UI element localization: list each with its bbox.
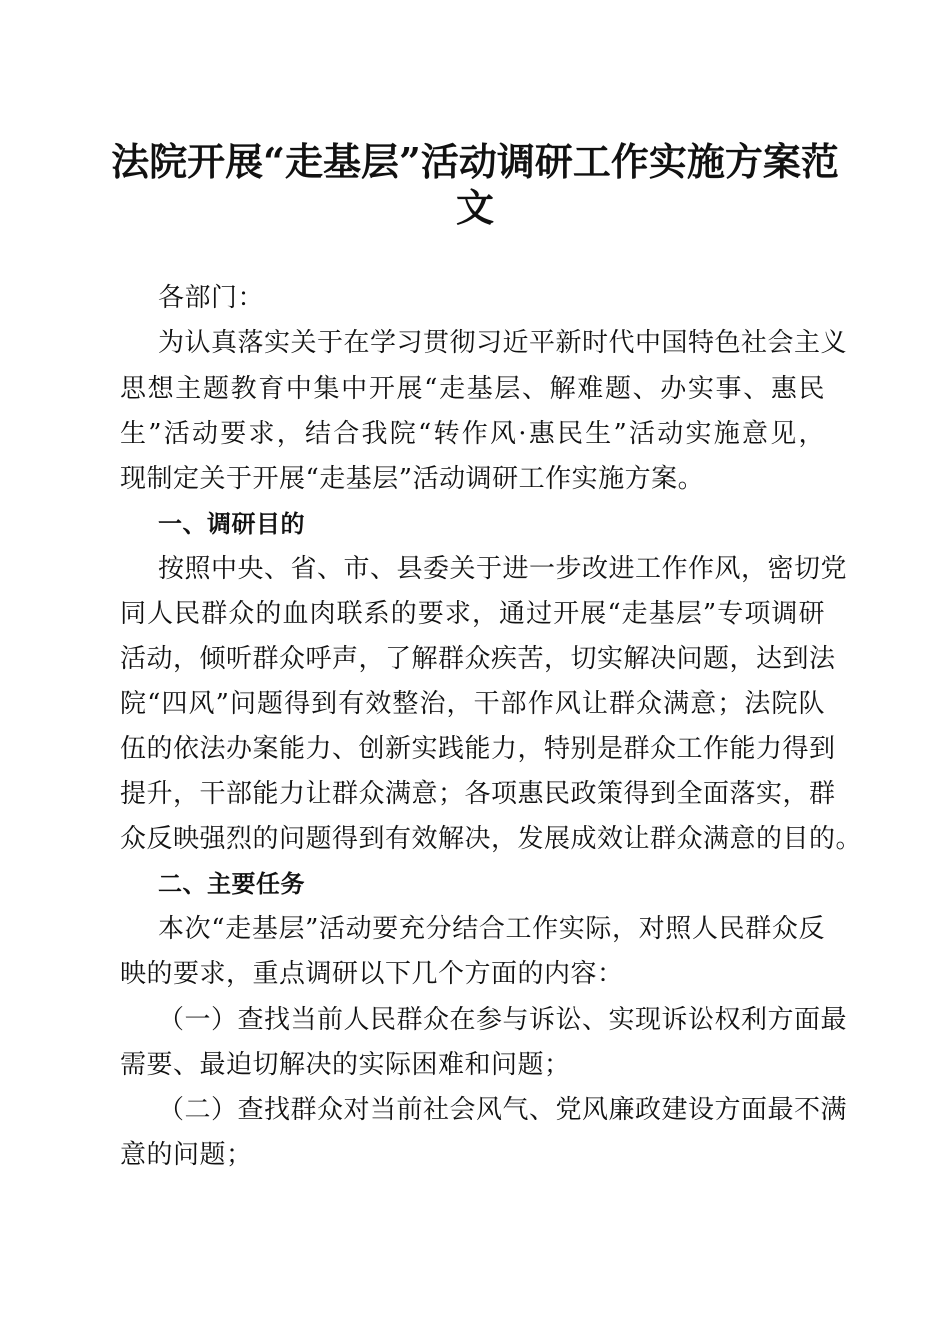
paragraph-line: 现制定关于开展“走基层”活动调研工作实施方案。 — [120, 464, 705, 494]
paragraph-line: 院“四风”问题得到有效整治，干部作风让群众满意；法院队 — [120, 689, 825, 719]
paragraph-line: 思想主题教育中集中开展“走基层、解难题、办实事、惠民 — [120, 374, 825, 404]
paragraph-line: 众反映强烈的问题得到有效解决，发展成效让群众满意的目的。 — [120, 824, 863, 854]
document-title-line-1: 法院开展“走基层”活动调研工作实施方案范 — [111, 139, 839, 184]
paragraph-line: 为认真落实关于在学习贯彻习近平新时代中国特色社会主义 — [158, 328, 848, 358]
section-heading-1: 一、调研目的 — [158, 510, 305, 538]
list-item-line: 需要、最迫切解决的实际困难和问题； — [120, 1050, 571, 1080]
paragraph-line: 本次“走基层”活动要充分结合工作实际，对照人民群众反 — [158, 914, 825, 944]
section-heading-2: 二、主要任务 — [158, 870, 305, 898]
paragraph-line: 映的要求，重点调研以下几个方面的内容： — [120, 959, 624, 989]
list-item-line: （一）查找当前人民群众在参与诉讼、实现诉讼权利方面最 — [158, 1005, 848, 1035]
paragraph-line: 按照中央、省、市、县委关于进一步改进工作作风，密切党 — [158, 554, 848, 584]
salutation: 各部门： — [158, 283, 265, 313]
list-item-line: 意的问题； — [120, 1140, 253, 1170]
paragraph-line: 伍的依法办案能力、创新实践能力，特别是群众工作能力得到 — [120, 734, 836, 764]
list-item-line: （二）查找群众对当前社会风气、党风廉政建设方面最不满 — [158, 1095, 848, 1125]
paragraph-line: 提升，干部能力让群众满意；各项惠民政策得到全面落实，群 — [120, 779, 836, 809]
document-title-line-2: 文 — [455, 185, 494, 230]
paragraph-line: 活动，倾听群众呼声，了解群众疾苦，切实解决问题，达到法 — [120, 644, 836, 674]
paragraph-line: 同人民群众的血肉联系的要求，通过开展“走基层”专项调研 — [120, 599, 825, 629]
paragraph-line: 生”活动要求，结合我院“转作风·惠民生”活动实施意见， — [120, 419, 825, 449]
